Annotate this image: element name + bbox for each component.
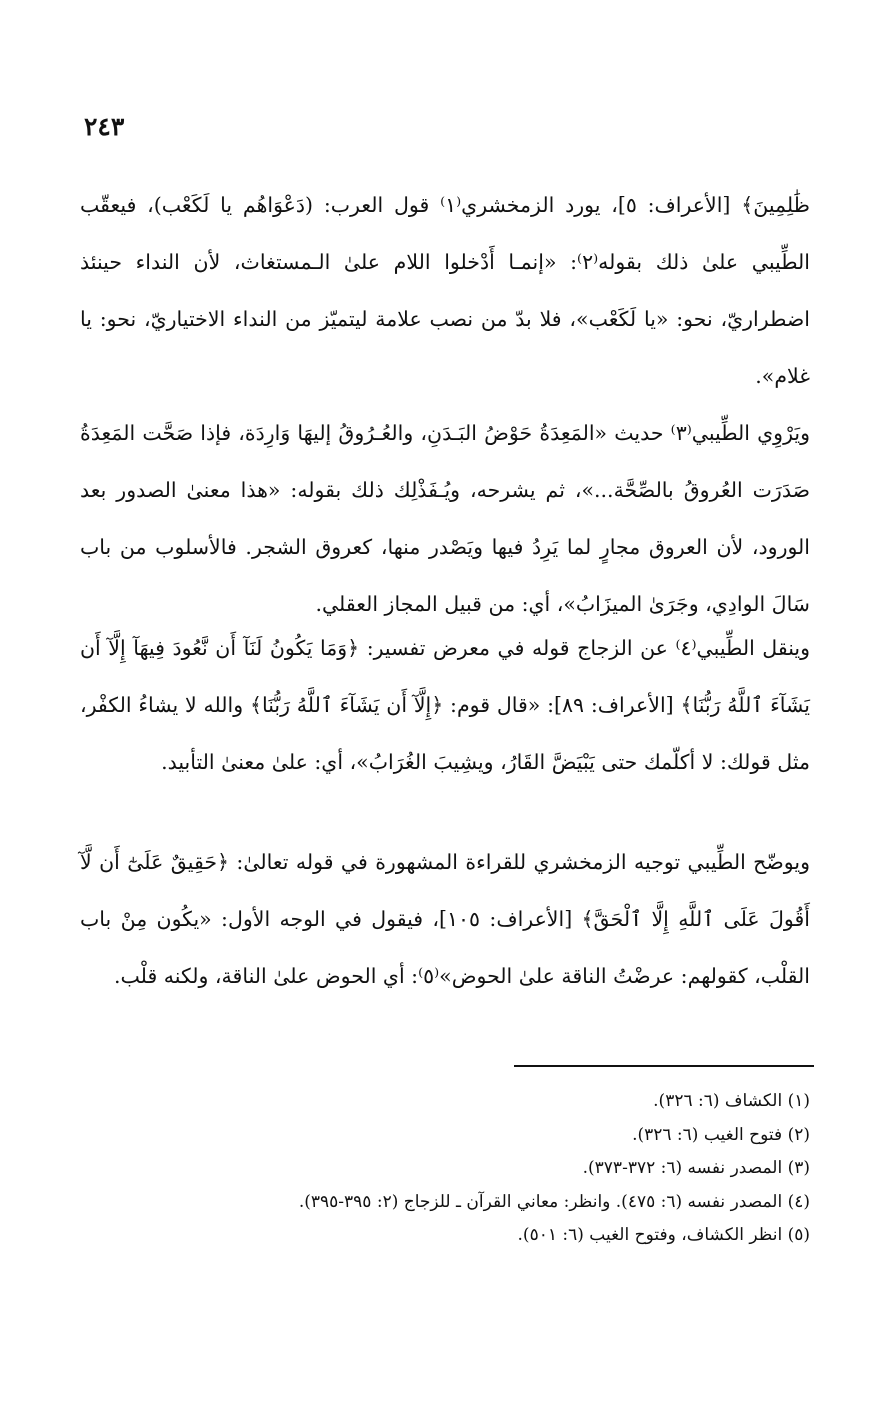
page-number: ٢٤٣ [84,112,125,141]
paragraph-4: ويوضّح الطِّيبي توجيه الزمخشري للقراءة المشهورة في قوله تعالىٰ: ﴿حَقِيقٌ عَلَىٰٓ أَن لَّآ أَقُولَ عَلَى ٱللَّهِ إِلَّا ٱلْحَقَّ﴾ [الأعراف: ١٠٥]، فيقول في الوجه الأول: «يكُون مِنْ باب القلْب، كقولهم: عرضْتُ الناقة علىٰ الحوض»⁽٥⁾: أي الحوض علىٰ الناقة، ولكنه قلْب. [80,850,810,988]
paragraph-1: ظَٰلِمِينَ﴾ [الأعراف: ٥]، يورد الزمخشري⁽١⁾ قول العرب: (دَعْوَاهُم يا لَكَعْب)، فيعقّب الطِّيبي علىٰ ذلك بقوله⁽٢⁾: «إنمـا أَدْخلوا اللام علىٰ الـمستغاث، لأن النداء حينئذ اضطراريّ، نحو: «يا لَكَعْب»، فلا بدّ من نصب علامة ليتميّز من النداء الاختياريّ، نحو: يا غلام». [80,193,810,388]
footnote-separator [514,1065,814,1067]
paragraph-2: ويَرْوِي الطِّيبي⁽٣⁾ حديث «المَعِدَةُ حَوْضُ البَـدَنِ، والعُـرُوقُ إليهَا وَارِدَة، فإذا صَحَّت المَعِدَةُ صَدَرَت العُروقُ بالصِّحَّة...»، ثم يشرحه، ويُـفَذْلِك ذلك بقوله: «هذا معنىٰ الصدور بعد الورود، لأن العروق مجارٍ لما يَرِدُ فيها ويَصْدر منها، كعروق الشجر. فالأسلوب من باب سَالَ الوادِي، وجَرَىٰ الميزَابُ»، أي: من قبيل المجاز العقلي. [80,421,810,616]
footnote-4: (٤) المصدر نفسه (٦: ٤٧٥). وانظر: معاني القرآن ـ للزجاج (٢: ٣٩٥-٣٩٥). [298,1191,810,1212]
footnote-2: (٢) فتوح الغيب (٦: ٣٢٦). [632,1124,810,1145]
footnote-1: (١) الكشاف (٦: ٣٢٦). [653,1091,810,1111]
footnote-3: (٣) المصدر نفسه (٦: ٣٧٢-٣٧٣). [582,1158,810,1178]
footnotes-list [80,1085,810,1253]
paragraph-3: وينقل الطِّيبي⁽٤⁾ عن الزجاج قوله في معرض تفسير: ﴿وَمَا يَكُونُ لَنَآ أَن نَّعُودَ فِيهَآ إِلَّآ أَن يَشَآءَ ٱللَّهُ رَبُّنَا﴾ [الأعراف: ٨٩]: «قال قوم: ﴿إِلَّآ أَن يَشَآءَ ٱللَّهُ رَبُّنَا﴾ والله لا يشاءُ الكفْر، مثل قولك: لا أكلّمك حتى يَبْيَضَّ القَارُ، ويشِيبَ الغُرَابُ»، أي: علىٰ معنىٰ التأبيد. [80,636,811,774]
footnote-5: (٥) انظر الكشاف، وفتوح الغيب (٦: ٥٠١). [517,1225,810,1245]
